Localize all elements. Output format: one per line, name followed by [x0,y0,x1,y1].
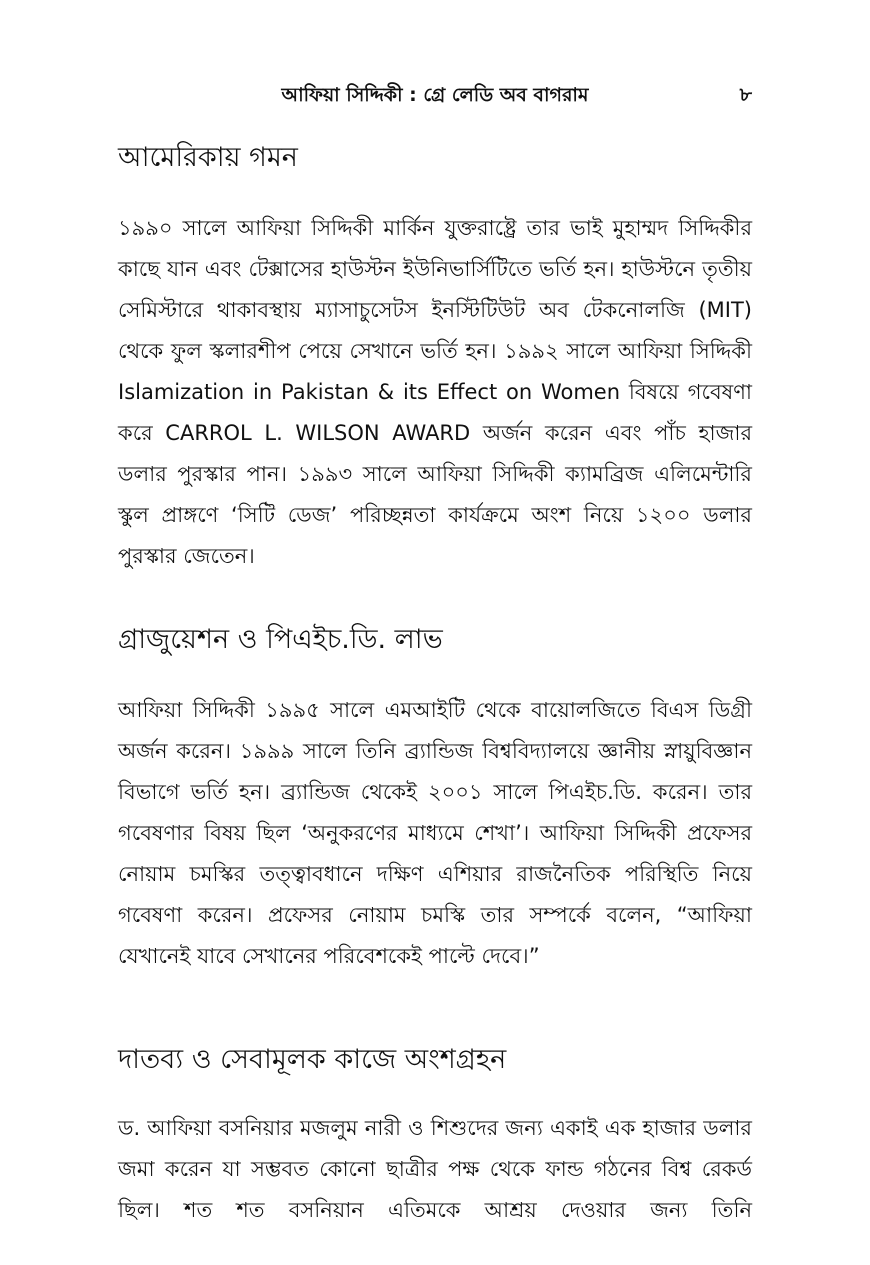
section-heading-graduation: গ্রাজুয়েশন ও পিএইচ.ডি. লাভ [118,624,443,655]
section-heading-charity: দাতব্য ও সেবামূলক কাজে অংশগ্রহন [118,1044,507,1075]
section-heading-america: আমেরিকায় গমন [118,142,298,173]
running-title: আফিয়া সিদ্দিকী : গ্রে লেডি অব বাগরাম [281,84,589,106]
running-header [118,80,752,110]
page-number: ৮ [739,84,752,106]
paragraph-america: ১৯৯০ সালে আফিয়া সিদ্দিকী মার্কিন যুক্তরাষ্ট্রে তার ভাই মুহাম্মদ সিদ্দিকীর কাছে যান এবং টেক্সাসের হাউস্টন ইউনিভার্সিটিতে ভর্তি হন। হাউস্টনে তৃতীয় সেমিস্টারে থাকাবস্থায় ম্যাসাচুসেটস ইনস্টিটিউট অব টেকনোলজি (MIT) থেকে ফুল স্কলারশীপ পেয়ে সেখানে ভর্তি হন। ১৯৯২ সালে আফিয়া সিদ্দিকী Islamization in Pakistan & its Effect on Women বিষয়ে গবেষণা করে CARROL L. WILSON AWARD অর্জন করেন এবং পাঁচ হাজার ডলার পুরস্কার পান। ১৯৯৩ সালে আফিয়া সিদ্দিকী ক্যামব্রিজ এলিমেন্টারি স্কুল প্রাঙ্গণে ‘সিটি ডেজ’ পরিচ্ছন্নতা কার্যক্রমে অংশ নিয়ে ১২০০ ডলার পুরস্কার জেতেন। [118,216,752,568]
paragraph-graduation: আফিয়া সিদ্দিকী ১৯৯৫ সালে এমআইটি থেকে বায়োলজিতে বিএস ডিগ্রী অর্জন করেন। ১৯৯৯ সালে তিনি ব্র্যান্ডিজ বিশ্ববিদ্যালয়ে জ্ঞানীয় স্নায়ুবিজ্ঞান বিভাগে ভর্তি হন। ব্র্যান্ডিজ থেকেই ২০০১ সালে পিএইচ.ডি. করেন। তার গবেষণার বিষয় ছিল ‘অনুকরণের মাধ্যমে শেখা’। আফিয়া সিদ্দিকী প্রফেসর নোয়াম চমস্কির তত্ত্বাবধানে দক্ষিণ এশিয়ার রাজনৈতিক পরিস্থিতি নিয়ে গবেষণা করেন। প্রফেসর নোয়াম চমস্কি তার সম্পর্কে বলেন, “আফিয়া যেখানেই যাবে সেখানের পরিবেশকেই পাল্টে দেবে।” [118,698,752,968]
paragraph-charity: ড. আফিয়া বসনিয়ার মজলুম নারী ও শিশুদের জন্য একাই এক হাজার ডলার জমা করেন যা সম্ভবত কোনো ছাত্রীর পক্ষ থেকে ফান্ড গঠনের বিশ্ব রেকর্ড ছিল। শত শত বসনিয়ান এতিমকে আশ্রয় দেওয়ার জন্য তিনি [118,1116,752,1222]
